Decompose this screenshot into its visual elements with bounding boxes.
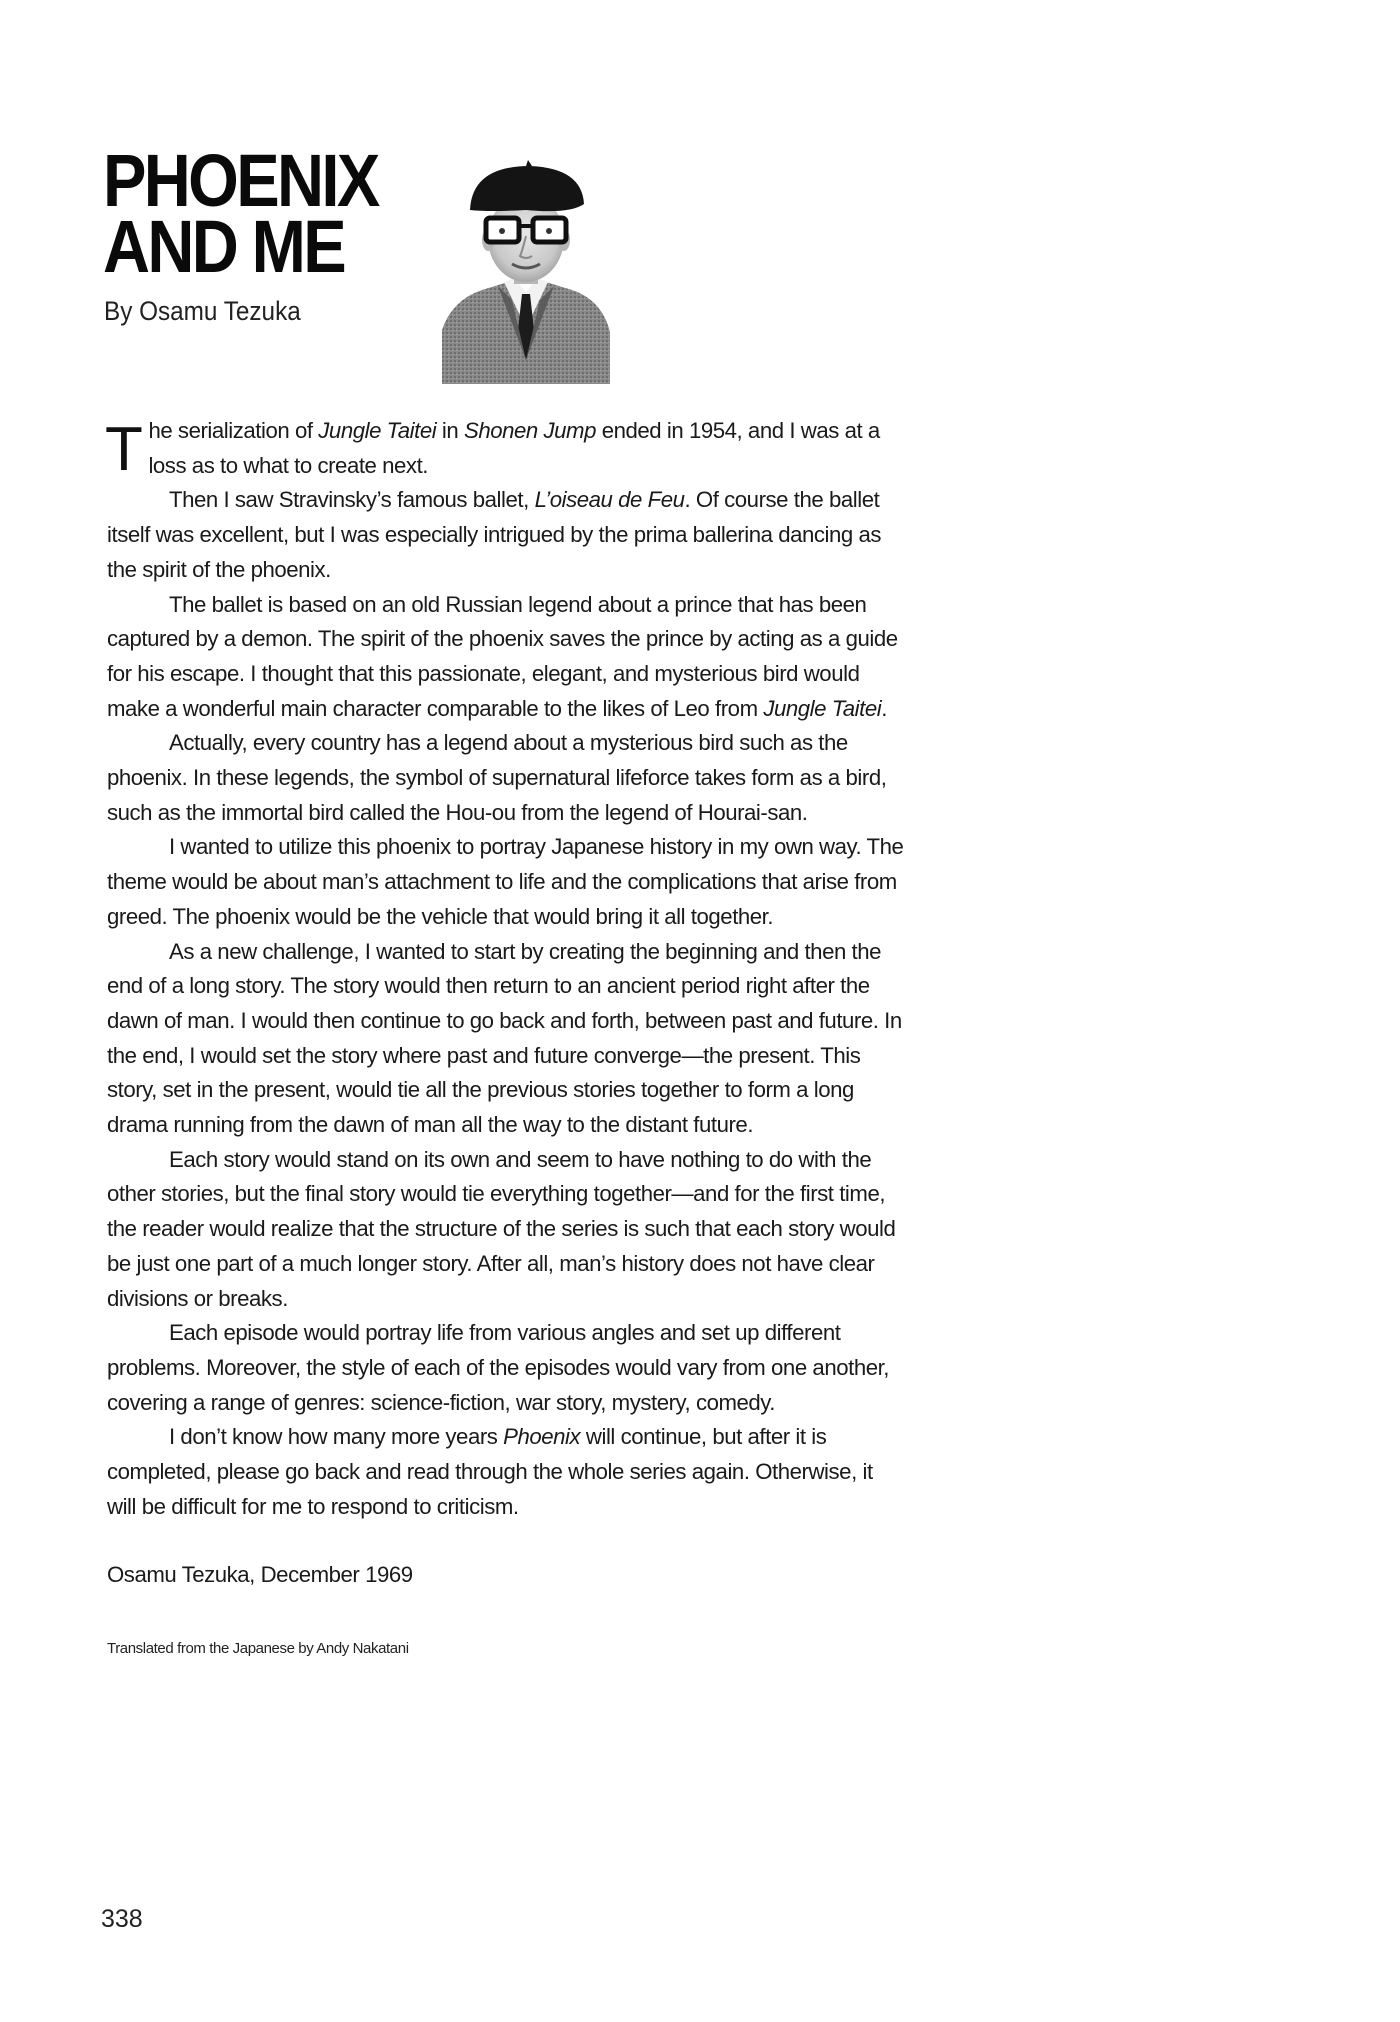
italic-title: Phoenix xyxy=(503,1424,581,1450)
signature: Osamu Tezuka, December 1969 xyxy=(107,1562,413,1587)
italic-title: Jungle Taitei xyxy=(318,418,437,443)
title-line-1: PHOENIX xyxy=(103,139,378,222)
page-number: 338 xyxy=(101,1905,143,1933)
paragraph-3: The ballet is based on an old Russian legend about a prince that has been captured by a demon. The spirit of the phoenix saves the prince by acting as a guide for his escape. I thought that this passionate, elegant, and mysterious bird would make a wonderful main character comparable to the likes of Leo from Jungle Taitei. xyxy=(107,591,898,721)
paragraph-5: I wanted to utilize this phoenix to portray Japanese history in my own way. The theme would be about man’s attachment to life and the complications that arise from greed. The phoenix would be the vehicle that would bring it all together. xyxy=(107,834,904,929)
italic-title: Shonen Jump xyxy=(464,418,596,443)
article-body xyxy=(107,414,904,1525)
translator-credit: Translated from the Japanese by Andy Nakatani xyxy=(107,1640,409,1657)
author-portrait xyxy=(442,160,610,384)
article-title xyxy=(103,139,378,288)
paragraph-6: As a new challenge, I wanted to start by creating the beginning and then the end of a long story. The story would then return to an ancient period right after the dawn of man. I would then continue to go back and forth, between past and future. In the end, I would set the story where past and future converge—the present. This story, set in the present, would tie all the previous stories together to form a long drama running from the dawn of man all the way to the distant future. xyxy=(107,938,902,1138)
paragraph-8: Each episode would portray life from various angles and set up different problems. Moreover, the style of each of the episodes would vary from one another, covering a range of genres: science-fiction, war story, mystery, comedy. xyxy=(107,1320,890,1415)
italic-title: Jungle Taitei xyxy=(763,695,882,721)
paragraph-7: Each story would stand on its own and seem to have nothing to do with the other stories, but the final story would tie everything together—and for the first time, the reader would realize that the structure of the series is such that each story would be just one part of a much longer story. After all, man’s history does not have clear divisions or breaks. xyxy=(107,1146,896,1311)
italic-title: L’oiseau de Feu xyxy=(534,487,685,513)
paragraph-2: Then I saw Stravinsky’s famous ballet, L’oiseau de Feu. Of course the ballet itself was excellent, but I was especially intrigued by the prima ballerina dancing as the spirit of the phoenix. xyxy=(107,487,882,582)
paragraph-9: I don’t know how many more years Phoenix will continue, but after it is completed, please go back and read through the whole series again. Otherwise, it will be difficult for me to respond to criticism. xyxy=(107,1424,873,1519)
title-line-2: AND ME xyxy=(103,205,345,288)
paragraph-4: Actually, every country has a legend about a mysterious bird such as the phoenix. In these legends, the symbol of supernatural lifeforce takes form as a bird, such as the immortal bird called the Hou-ou from the legend of Hourai-san. xyxy=(107,730,887,825)
byline: By Osamu Tezuka xyxy=(104,296,301,326)
drop-cap: T xyxy=(105,415,143,484)
paragraph-1: The serialization of Jungle Taitei in Shonen Jump ended in 1954, and I was at a loss as to what to create next. xyxy=(105,415,880,484)
